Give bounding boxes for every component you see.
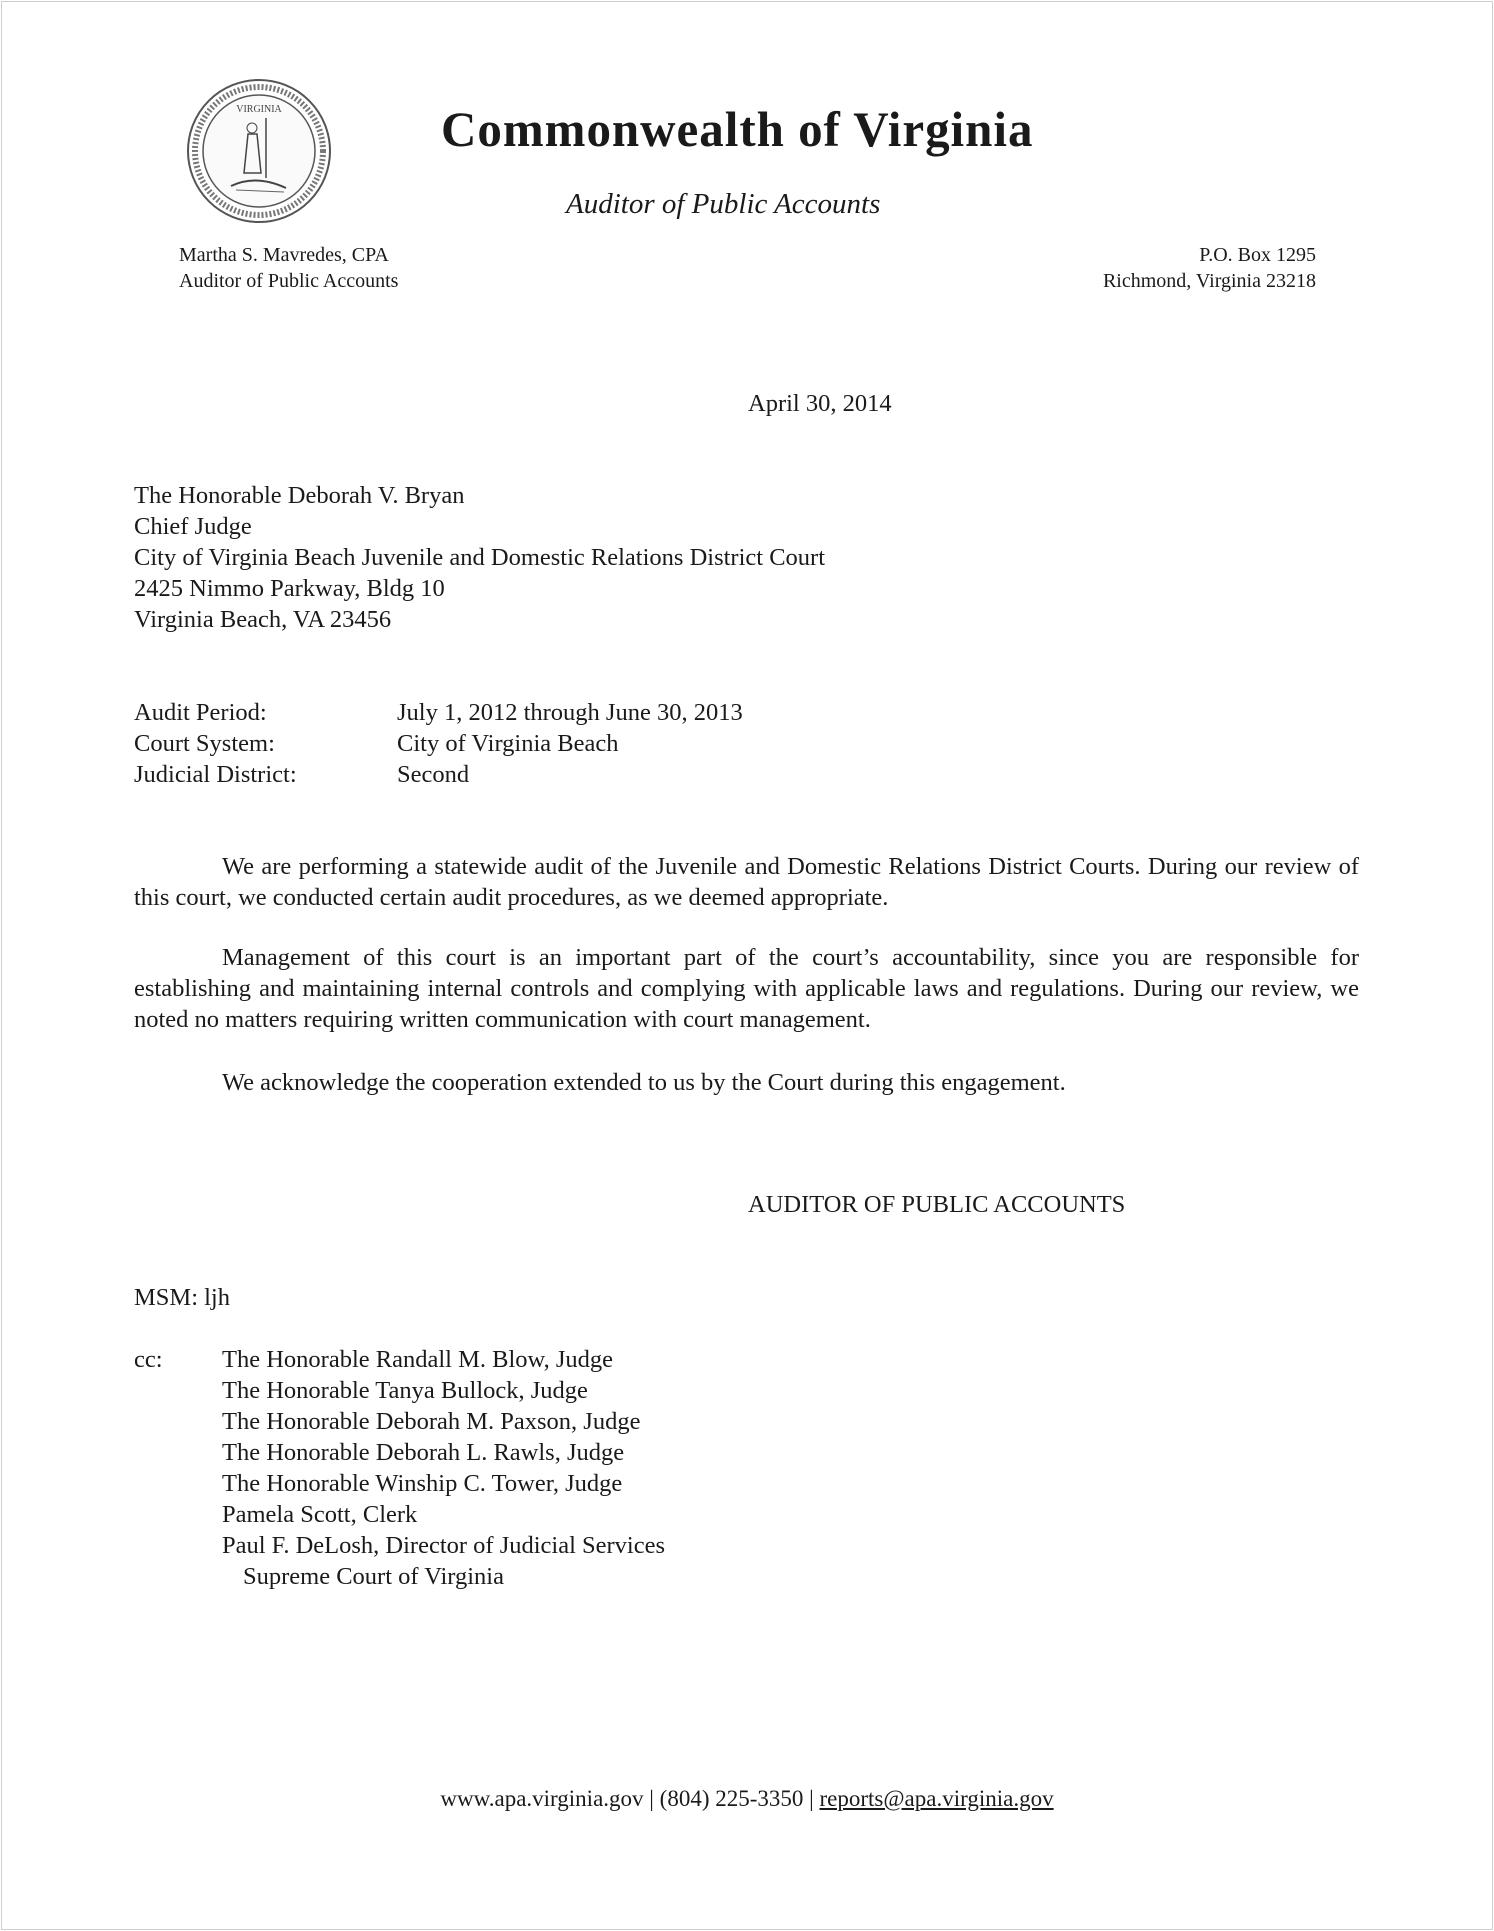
cc-recipient: The Honorable Tanya Bullock, Judge [222, 1377, 588, 1404]
judicial-district-value: Second [397, 761, 470, 788]
addressee-line: 2425 Nimmo Parkway, Bldg 10 [134, 575, 445, 602]
footer-separator: | [649, 1786, 654, 1811]
addressee-block [134, 480, 825, 635]
addressee-line: Virginia Beach, VA 23456 [134, 606, 392, 633]
addressee-line: Chief Judge [134, 513, 252, 540]
addressee-line: The Honorable Deborah V. Bryan [134, 482, 465, 509]
paragraph-text: We acknowledge the cooperation extended to us by the Court during this engagement. [222, 1069, 1066, 1096]
po-box: P.O. Box 1295 [1199, 244, 1316, 266]
court-system-label: Court System: [134, 730, 275, 757]
footer-website-link[interactable]: www.apa.virginia.gov [440, 1786, 644, 1811]
body-paragraph [134, 851, 1359, 913]
cc-recipient-continuation: Supreme Court of Virginia [243, 1563, 504, 1590]
body-paragraph [134, 942, 1359, 1035]
judicial-district-label: Judicial District: [134, 761, 297, 788]
cc-list [222, 1344, 665, 1592]
sender-name: Martha S. Mavredes, CPA [179, 244, 389, 266]
addressee-line: City of Virginia Beach Juvenile and Domestic Relations District Court [134, 544, 826, 571]
letter-date: April 30, 2014 [748, 390, 892, 417]
court-system-value: City of Virginia Beach [397, 730, 619, 757]
sender-block [179, 242, 398, 294]
letterhead-subtitle: Auditor of Public Accounts [566, 188, 881, 220]
initials: MSM: ljh [134, 1284, 230, 1311]
audit-period-value: July 1, 2012 through June 30, 2013 [397, 699, 743, 726]
cc-label: cc: [134, 1346, 163, 1373]
footer-email-link[interactable]: reports@apa.virginia.gov [819, 1786, 1054, 1811]
footer-separator: | [809, 1786, 814, 1811]
sender-title: Auditor of Public Accounts [179, 270, 399, 292]
letterhead-title: Commonwealth of Virginia [441, 101, 1034, 157]
mailing-address [1103, 242, 1316, 294]
paragraph-text: Management of this court is an important part of the court’s accountability, since you are responsible for establishing and maintaining internal controls and complying with applicable laws and regulations. During our review, we noted no matters requiring written communication with court management. [134, 944, 1359, 1033]
paragraph-text: We are performing a statewide audit of the Juvenile and Domestic Relations District Courts. During our review of this court, we conducted certain audit procedures, as we deemed appropriate. [134, 853, 1359, 911]
cc-recipient: Pamela Scott, Clerk [222, 1501, 418, 1528]
signature-block: AUDITOR OF PUBLIC ACCOUNTS [748, 1191, 1126, 1218]
city-state-zip: Richmond, Virginia 23218 [1102, 270, 1316, 292]
cc-recipient: The Honorable Winship C. Tower, Judge [222, 1470, 623, 1497]
svg-text:VIRGINIA: VIRGINIA [236, 104, 282, 115]
cc-recipient: The Honorable Deborah L. Rawls, Judge [222, 1439, 625, 1466]
body-paragraph [134, 1067, 1359, 1098]
footer-phone: (804) 225-3350 [659, 1786, 804, 1811]
cc-recipient: Paul F. DeLosh, Director of Judicial Services [222, 1532, 666, 1559]
footer [0, 1786, 1494, 1812]
virginia-seal-logo [186, 78, 332, 224]
cc-recipient: The Honorable Deborah M. Paxson, Judge [222, 1408, 641, 1435]
cc-recipient: The Honorable Randall M. Blow, Judge [222, 1346, 614, 1373]
audit-period-label: Audit Period: [134, 699, 267, 726]
